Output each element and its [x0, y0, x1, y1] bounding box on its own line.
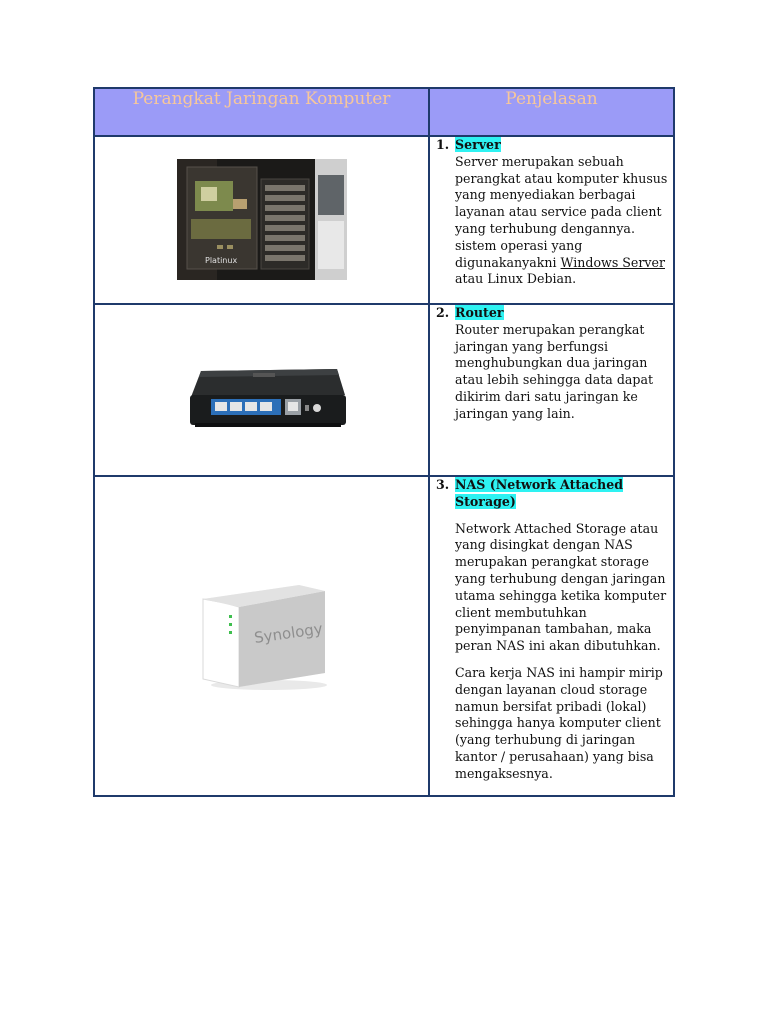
router-icon: [187, 365, 347, 431]
router-title: Router: [455, 305, 504, 320]
nas-paragraph-1: Network Attached Storage atau yang disingkat dengan NAS merupakan perangkat storage yang terhubung dengan jaringan utama sehingga ketika komputer client membutuhkan penyimpanan tambahan, maka peran NAS ini akan dibutuhkan.: [455, 520, 667, 654]
table-row: [94, 136, 674, 304]
nas-paragraph-2: Cara kerja NAS ini hampir mirip dengan layanan cloud storage namun bersifat pribadi (lokal) sehingga hanya komputer client (yang terhubung di jaringan kantor / perusahaan) yang bisa mengaksesnya.: [455, 664, 663, 781]
server-text-tail: atau Linux Debian.: [455, 271, 577, 287]
router-paragraph: Router merupakan perangkat jaringan yang berfungsi menghubungkan dua jaringan atau lebih sehingga data dapat dikirim dari satu jaringan ke jaringan yang lain.: [455, 321, 654, 421]
router-description-cell: [429, 304, 674, 476]
header-device: Perangkat Jaringan Komputer: [94, 88, 429, 136]
windows-server-link[interactable]: Windows Server: [560, 254, 665, 270]
item-number: 2.: [436, 305, 450, 320]
item-number: 3.: [436, 477, 450, 492]
router-text: [430, 322, 673, 423]
nas-image-cell: [94, 476, 429, 796]
nas-storage-icon: [199, 581, 327, 691]
server-description-cell: [429, 136, 674, 304]
router-heading: [430, 305, 673, 322]
nas-title: NAS (Network Attached Storage): [455, 477, 624, 509]
router-image-cell: [94, 304, 429, 476]
server-heading: [430, 137, 673, 154]
header-description: Penjelasan: [429, 88, 674, 136]
nas-text: [430, 521, 673, 783]
nas-brand-label: Synology: [253, 619, 324, 647]
server-text: [430, 154, 673, 288]
table-row: [94, 476, 674, 796]
server-rack-icon: [177, 159, 347, 280]
nas-heading: [430, 477, 673, 511]
item-number: 1.: [436, 137, 450, 152]
server-text-main: Server merupakan sebuah perangkat atau komputer khusus yang menyediakan berbagai layanan atau service pada client yang terhubung dengannya. sistem operasi yang digunakanyakni: [455, 153, 668, 270]
device-table: [93, 87, 675, 797]
server-brand-label: Platinux: [205, 256, 238, 265]
server-title: Server: [455, 137, 501, 152]
server-image-cell: [94, 136, 429, 304]
header-row: [94, 88, 674, 136]
nas-description-cell: [429, 476, 674, 796]
table-row: [94, 304, 674, 476]
